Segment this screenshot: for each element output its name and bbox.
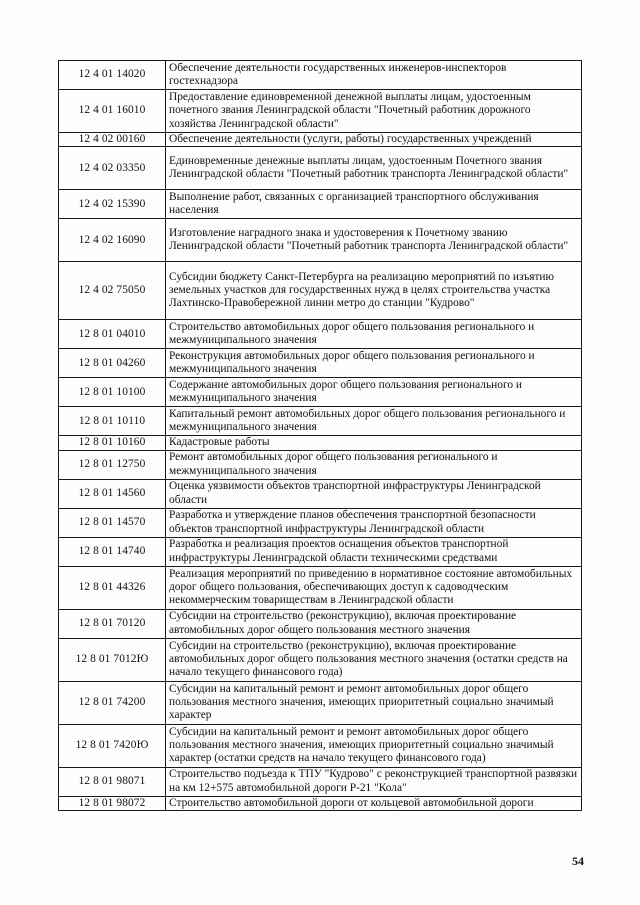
table-row xyxy=(59,508,582,537)
table-row xyxy=(59,320,582,349)
code-cell: 12 8 01 12750 xyxy=(59,450,166,479)
description-cell: Кадастровые работы xyxy=(166,436,582,450)
table-row xyxy=(59,378,582,407)
table-row xyxy=(59,566,582,609)
description-cell: Изготовление наградного знака и удостоверения к Почетному званию Ленинградской области "Почетный работник транспорта Ленинградской области" xyxy=(166,219,582,262)
code-cell: 12 4 01 14020 xyxy=(59,61,166,90)
table-row xyxy=(59,219,582,262)
code-cell: 12 4 02 15390 xyxy=(59,190,166,219)
code-cell: 12 4 02 75050 xyxy=(59,262,166,320)
description-cell: Содержание автомобильных дорог общего пользования регионального и межмуниципального значения xyxy=(166,378,582,407)
table-row xyxy=(59,190,582,219)
code-cell: 12 8 01 70120 xyxy=(59,609,166,638)
code-cell: 12 4 02 00160 xyxy=(59,133,166,147)
table-row xyxy=(59,479,582,508)
code-cell: 12 4 01 16010 xyxy=(59,90,166,133)
code-cell: 12 8 01 14740 xyxy=(59,537,166,566)
description-cell: Предоставление единовременной денежной выплаты лицам, удостоенным почетного звания Ленинградской области "Почетный работник дорожного хозяйства Ленинградской области" xyxy=(166,90,582,133)
table-row xyxy=(59,638,582,681)
description-cell: Разработка и утверждение планов обеспечения транспортной безопасности объектов транспортной инфраструктуры Ленинградской области xyxy=(166,508,582,537)
code-cell: 12 8 01 98072 xyxy=(59,796,166,810)
description-cell: Разработка и реализация проектов оснащения объектов транспортной инфраструктуры Ленинградской области техническими средствами xyxy=(166,537,582,566)
description-cell: Субсидии на капитальный ремонт и ремонт автомобильных дорог общего пользования местного значения, имеющих приоритетный социально значимый характер xyxy=(166,681,582,724)
code-cell: 12 8 01 10160 xyxy=(59,436,166,450)
description-cell: Оценка уязвимости объектов транспортной инфраструктуры Ленинградской области xyxy=(166,479,582,508)
code-cell: 12 4 02 03350 xyxy=(59,147,166,190)
table-row xyxy=(59,450,582,479)
page-number: 54 xyxy=(572,854,584,868)
code-cell: 12 8 01 44326 xyxy=(59,566,166,609)
code-cell: 12 8 01 98071 xyxy=(59,767,166,796)
code-cell: 12 8 01 04260 xyxy=(59,349,166,378)
budget-code-table xyxy=(58,60,582,811)
description-cell: Выполнение работ, связанных с организацией транспортного обслуживания населения xyxy=(166,190,582,219)
description-cell: Реконструкция автомобильных дорог общего пользования регионального и межмуниципального значения xyxy=(166,349,582,378)
table-row xyxy=(59,349,582,378)
code-cell: 12 8 01 10100 xyxy=(59,378,166,407)
table-row xyxy=(59,609,582,638)
description-cell: Субсидии бюджету Санкт-Петербурга на реализацию мероприятий по изъятию земельных участков для государственных нужд в целях строительства участка Лахтинско-Правобережной линии метро до станции "Кудрово" xyxy=(166,262,582,320)
table-row xyxy=(59,796,582,810)
table-row xyxy=(59,436,582,450)
code-cell: 12 4 02 16090 xyxy=(59,219,166,262)
table-row xyxy=(59,133,582,147)
code-cell: 12 8 01 14560 xyxy=(59,479,166,508)
code-cell: 12 8 01 04010 xyxy=(59,320,166,349)
table-row xyxy=(59,767,582,796)
table-row xyxy=(59,61,582,90)
code-cell: 12 8 01 10110 xyxy=(59,407,166,436)
code-cell: 12 8 01 74200 xyxy=(59,681,166,724)
description-cell: Единовременные денежные выплаты лицам, удостоенным Почетного звания Ленинградской области "Почетный работник транспорта Ленинградской области" xyxy=(166,147,582,190)
code-cell: 12 8 01 14570 xyxy=(59,508,166,537)
table-row xyxy=(59,681,582,724)
table-row xyxy=(59,407,582,436)
table-row xyxy=(59,90,582,133)
description-cell: Обеспечение деятельности (услуги, работы) государственных учреждений xyxy=(166,133,582,147)
description-cell: Субсидии на строительство (реконструкцию), включая проектирование автомобильных дорог общего пользования местного значения xyxy=(166,609,582,638)
description-cell: Обеспечение деятельности государственных инженеров-инспекторов гостехнадзора xyxy=(166,61,582,90)
table-body xyxy=(59,61,582,811)
description-cell: Субсидии на строительство (реконструкцию), включая проектирование автомобильных дорог общего пользования местного значения (остатки средств на начало текущего финансового года) xyxy=(166,638,582,681)
description-cell: Реализация мероприятий по приведению в нормативное состояние автомобильных дорог общего пользования, обеспечивающих доступ к садоводческим некоммерческим товариществам в Ленинградской области xyxy=(166,566,582,609)
code-cell: 12 8 01 7012Ю xyxy=(59,638,166,681)
code-cell: 12 8 01 7420Ю xyxy=(59,724,166,767)
description-cell: Субсидии на капитальный ремонт и ремонт автомобильных дорог общего пользования местного значения, имеющих приоритетный социально значимый характер (остатки средств на начало текущего финансового года) xyxy=(166,724,582,767)
description-cell: Капитальный ремонт автомобильных дорог общего пользования регионального и межмуниципального значения xyxy=(166,407,582,436)
description-cell: Строительство автомобильных дорог общего пользования регионального и межмуниципального значения xyxy=(166,320,582,349)
table-row xyxy=(59,147,582,190)
description-cell: Строительство подъезда к ТПУ "Кудрово" с реконструкцией транспортной развязки на км 12+575 автомобильной дороги Р-21 "Кола" xyxy=(166,767,582,796)
table-row xyxy=(59,262,582,320)
table-row xyxy=(59,724,582,767)
description-cell: Ремонт автомобильных дорог общего пользования регионального и межмуниципального значения xyxy=(166,450,582,479)
table-row xyxy=(59,537,582,566)
description-cell: Строительство автомобильной дороги от кольцевой автомобильной дороги xyxy=(166,796,582,810)
